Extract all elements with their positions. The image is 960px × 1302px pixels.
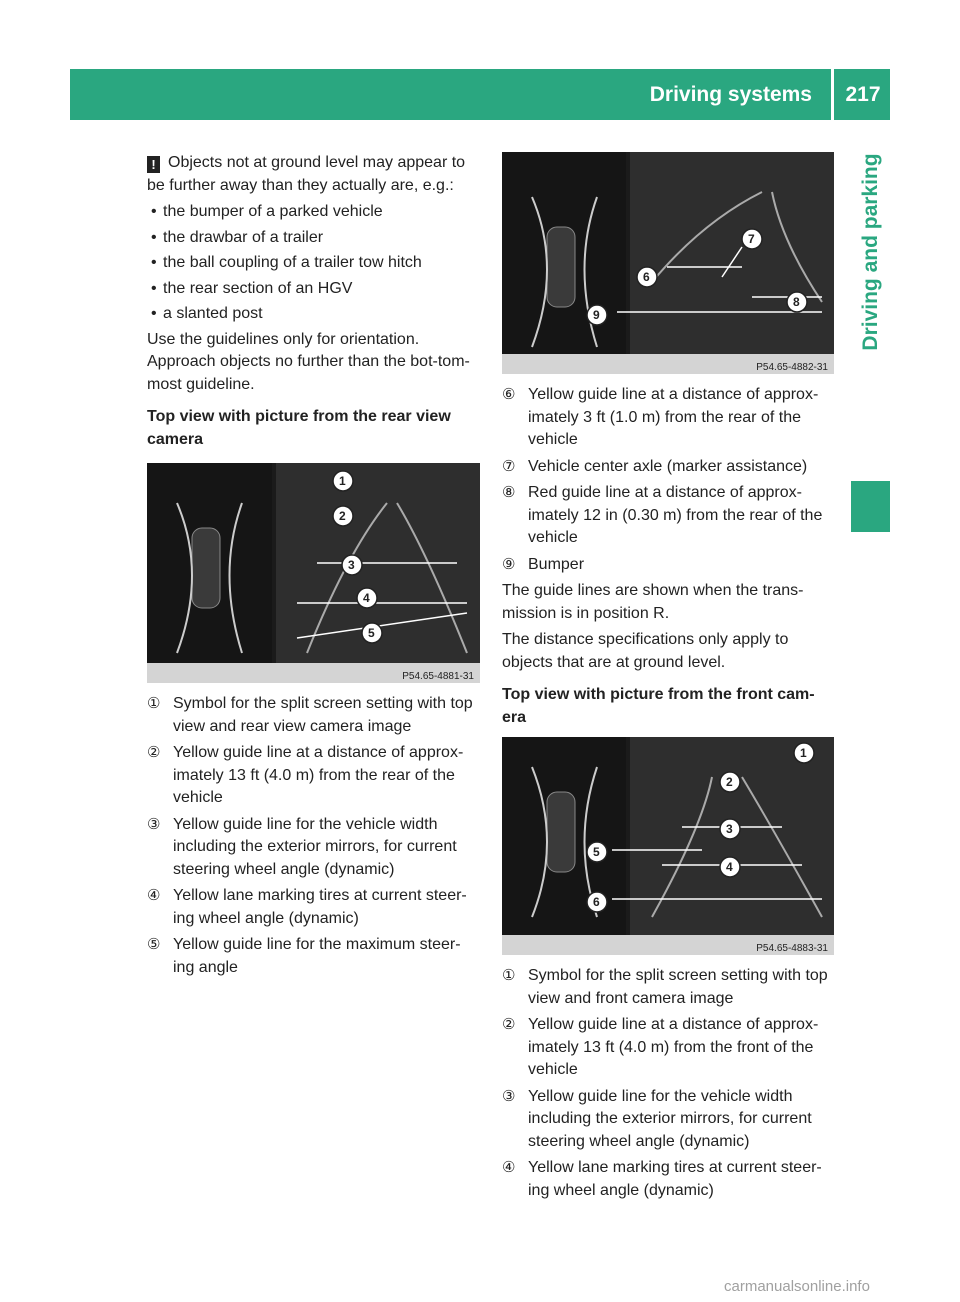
image-code-bar — [502, 354, 834, 374]
callout-item: ③ Yellow guide line for the vehicle width including the exterior mirrors, for current steering wheel angle (dynamic) — [502, 1087, 812, 1150]
callout-item: ④ Yellow lane marking tires at current steer-ing wheel angle (dynamic) — [502, 1159, 822, 1199]
svg-text:5: 5 — [368, 626, 375, 640]
callout-item: ⑤ Yellow guide line for the maximum steer-ing angle — [147, 936, 461, 976]
svg-text:3: 3 — [348, 558, 355, 572]
rear-camera-diagram — [147, 463, 480, 683]
left-column — [147, 152, 480, 983]
svg-text:8: 8 — [793, 295, 800, 309]
svg-text:4: 4 — [726, 860, 733, 874]
side-tab-marker — [851, 481, 890, 532]
svg-text:9: 9 — [593, 308, 600, 322]
side-tab — [851, 120, 890, 383]
image-code: P54.65-4883-31 — [756, 943, 828, 954]
right-column — [502, 152, 834, 1206]
guideline-paragraph: Use the guidelines only for orientation. Approach objects no further than the bot-tom-most guideline. — [147, 330, 470, 393]
section-heading: Top view with picture from the front cam-era — [502, 686, 815, 726]
warning-note — [147, 152, 480, 197]
side-tab-label: Driving and parking — [858, 152, 882, 351]
image-code-bar — [502, 935, 834, 955]
list-item: • the bumper of a parked vehicle — [151, 203, 383, 220]
svg-text:2: 2 — [339, 509, 346, 523]
list-item: • the ball coupling of a trailer tow hitch — [151, 254, 422, 271]
watermark: carmanualsonline.info — [724, 1278, 870, 1295]
warning-icon: ! — [147, 156, 160, 173]
image-code-bar — [147, 663, 480, 683]
svg-text:1: 1 — [339, 474, 346, 488]
svg-text:6: 6 — [643, 270, 650, 284]
callout-item: ⑦ Vehicle center axle (marker assistance) — [502, 457, 808, 475]
page-header — [70, 69, 890, 120]
rear-detail-callout-list — [502, 384, 834, 576]
front-callout-list — [502, 965, 834, 1202]
distance-paragraph: The distance specifications only apply to objects that are at ground level. — [502, 631, 789, 671]
front-camera-image — [502, 737, 834, 955]
callout-item: ① Symbol for the split screen setting with top view and front camera image — [502, 967, 828, 1007]
svg-text:2: 2 — [726, 775, 733, 789]
svg-text:7: 7 — [748, 232, 755, 246]
example-list — [147, 201, 480, 326]
front-camera-diagram — [502, 737, 834, 955]
callout-item: ② Yellow guide line at a distance of approx-imately 13 ft (4.0 m) from the rear of the vehicle — [147, 744, 464, 806]
svg-text:6: 6 — [593, 895, 600, 909]
rear-camera-image — [147, 463, 480, 683]
list-item: • a slanted post — [151, 305, 263, 322]
image-code: P54.65-4881-31 — [402, 671, 474, 682]
svg-text:3: 3 — [726, 822, 733, 836]
list-item: • the drawbar of a trailer — [151, 228, 324, 246]
transmission-paragraph: The guide lines are shown when the trans-mission is in position R. — [502, 582, 804, 622]
section-heading: Top view with picture from the rear view camera — [147, 408, 451, 448]
callout-item: ⑧ Red guide line at a distance of approx-imately 12 in (0.30 m) from the rear of the vehicle — [502, 484, 823, 546]
section-title: Driving systems — [649, 83, 812, 106]
callout-item: ① Symbol for the split screen setting with top view and rear view camera image — [147, 695, 473, 735]
callout-item: ⑨ Bumper — [502, 555, 585, 573]
rear-detail-image — [502, 152, 834, 374]
list-item: • the rear section of an HGV — [151, 279, 353, 297]
svg-text:1: 1 — [800, 746, 807, 760]
warning-text: Objects not at ground level may appear to be further away than they actually are, e.g.: — [147, 154, 466, 194]
page-number: 217 — [845, 83, 881, 106]
image-code: P54.65-4882-31 — [756, 362, 828, 373]
callout-item: ④ Yellow lane marking tires at current steer-ing wheel angle (dynamic) — [147, 887, 467, 927]
header-divider — [831, 69, 834, 120]
callout-item: ⑥ Yellow guide line at a distance of approx-imately 3 ft (1.0 m) from the rear of the vehicle — [502, 386, 819, 448]
callout-item: ③ Yellow guide line for the vehicle width including the exterior mirrors, for current steering wheel angle (dynamic) — [147, 815, 457, 878]
svg-text:5: 5 — [593, 845, 600, 859]
rear-detail-diagram — [502, 152, 834, 374]
rear-callout-list — [147, 693, 480, 979]
callout-item: ② Yellow guide line at a distance of approx-imately 13 ft (4.0 m) from the front of the vehicle — [502, 1016, 819, 1078]
svg-text:4: 4 — [363, 591, 370, 605]
